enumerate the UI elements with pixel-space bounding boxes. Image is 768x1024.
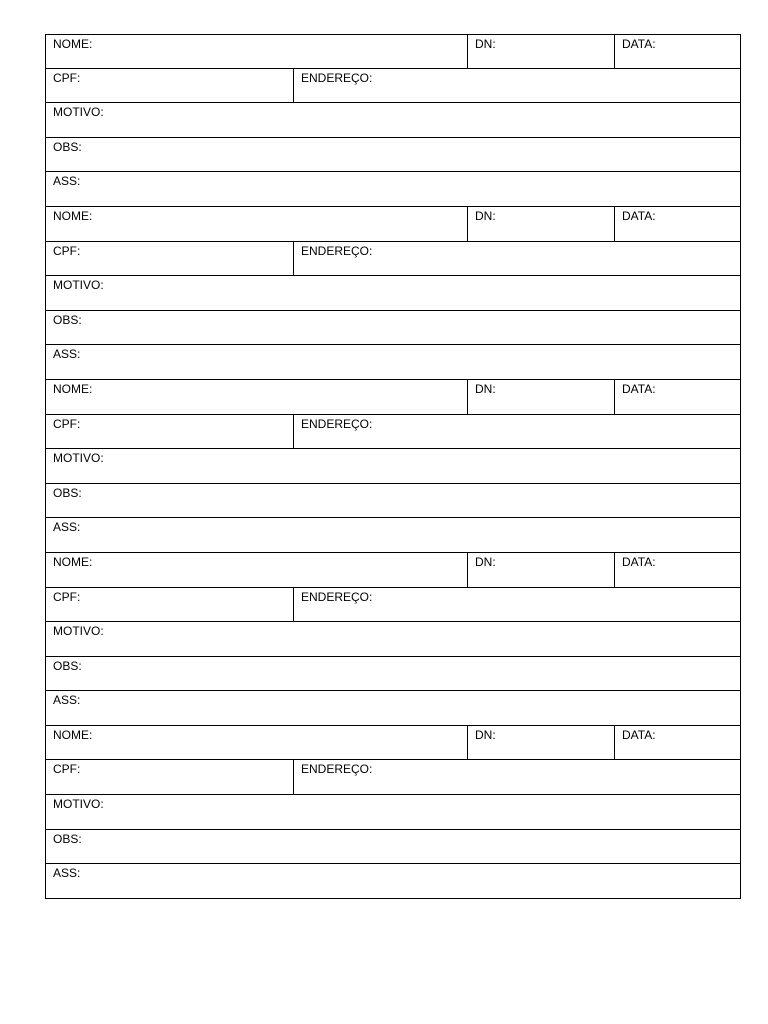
dn-label: DN: (475, 381, 496, 396)
ass-label: ASS: (53, 174, 81, 189)
row-motivo (45, 276, 741, 311)
data-label: DATA: (622, 37, 656, 51)
dn-label: DN: (475, 37, 496, 51)
row-cpf-endereco (45, 760, 741, 795)
nome-field[interactable] (46, 207, 467, 241)
cpf-field[interactable] (46, 760, 293, 794)
cpf-field[interactable] (46, 242, 293, 276)
registration-form (45, 34, 741, 899)
row-ass (45, 864, 741, 899)
obs-field[interactable] (46, 657, 740, 691)
data-field[interactable] (614, 207, 740, 241)
row-motivo (45, 622, 741, 657)
motivo-label: MOTIVO: (53, 624, 104, 639)
obs-label: OBS: (53, 831, 82, 846)
motivo-field[interactable] (46, 276, 740, 310)
dn-field[interactable] (467, 35, 614, 68)
cpf-field[interactable] (46, 415, 293, 449)
data-label: DATA: (622, 554, 656, 569)
endereco-field[interactable] (293, 760, 740, 794)
data-field[interactable] (614, 553, 740, 587)
nome-field[interactable] (46, 380, 467, 414)
row-motivo (45, 103, 741, 138)
dn-label: DN: (475, 727, 496, 742)
ass-field[interactable] (46, 691, 740, 725)
endereco-field[interactable] (293, 415, 740, 449)
cpf-field[interactable] (46, 69, 293, 103)
row-obs (45, 484, 741, 519)
data-label: DATA: (622, 208, 656, 223)
nome-label: NOME: (53, 37, 93, 51)
ass-label: ASS: (53, 693, 81, 708)
motivo-label: MOTIVO: (53, 797, 104, 812)
ass-label: ASS: (53, 866, 81, 881)
ass-field[interactable] (46, 864, 740, 898)
endereco-label: ENDEREÇO: (301, 70, 373, 85)
motivo-field[interactable] (46, 795, 740, 829)
endereco-field[interactable] (293, 69, 740, 103)
row-obs (45, 311, 741, 346)
motivo-label: MOTIVO: (53, 278, 104, 293)
obs-field[interactable] (46, 830, 740, 864)
nome-label: NOME: (53, 727, 93, 742)
form-entry-4 (45, 553, 741, 726)
row-nome-dn-data (45, 726, 741, 761)
dn-field[interactable] (467, 380, 614, 414)
form-entry-5 (45, 726, 741, 899)
endereco-field[interactable] (293, 588, 740, 622)
data-label: DATA: (622, 381, 656, 396)
obs-label: OBS: (53, 139, 82, 154)
cpf-label: CPF: (53, 762, 81, 777)
obs-field[interactable] (46, 311, 740, 345)
obs-field[interactable] (46, 484, 740, 518)
row-nome-dn-data (45, 207, 741, 242)
data-field[interactable] (614, 35, 740, 68)
dn-field[interactable] (467, 726, 614, 760)
obs-field[interactable] (46, 138, 740, 172)
dn-field[interactable] (467, 553, 614, 587)
ass-field[interactable] (46, 345, 740, 379)
nome-label: NOME: (53, 554, 93, 569)
row-cpf-endereco (45, 69, 741, 104)
nome-field[interactable] (46, 553, 467, 587)
motivo-field[interactable] (46, 103, 740, 137)
form-entry-1 (45, 34, 741, 207)
form-entry-2 (45, 207, 741, 380)
row-motivo (45, 795, 741, 830)
endereco-label: ENDEREÇO: (301, 762, 373, 777)
nome-label: NOME: (53, 208, 93, 223)
nome-label: NOME: (53, 381, 93, 396)
motivo-field[interactable] (46, 449, 740, 483)
row-nome-dn-data (45, 553, 741, 588)
cpf-label: CPF: (53, 589, 81, 604)
ass-field[interactable] (46, 172, 740, 206)
obs-label: OBS: (53, 312, 82, 327)
row-cpf-endereco (45, 415, 741, 450)
motivo-field[interactable] (46, 622, 740, 656)
row-nome-dn-data (45, 380, 741, 415)
data-field[interactable] (614, 380, 740, 414)
motivo-label: MOTIVO: (53, 451, 104, 466)
endereco-field[interactable] (293, 242, 740, 276)
motivo-label: MOTIVO: (53, 105, 104, 120)
row-obs (45, 657, 741, 692)
dn-field[interactable] (467, 207, 614, 241)
dn-label: DN: (475, 208, 496, 223)
data-field[interactable] (614, 726, 740, 760)
data-label: DATA: (622, 727, 656, 742)
obs-label: OBS: (53, 658, 82, 673)
cpf-field[interactable] (46, 588, 293, 622)
form-entry-3 (45, 380, 741, 553)
cpf-label: CPF: (53, 416, 81, 431)
row-ass (45, 691, 741, 726)
row-obs (45, 138, 741, 173)
ass-label: ASS: (53, 520, 81, 535)
endereco-label: ENDEREÇO: (301, 416, 373, 431)
row-motivo (45, 449, 741, 484)
obs-label: OBS: (53, 485, 82, 500)
row-nome-dn-data (45, 34, 741, 69)
dn-label: DN: (475, 554, 496, 569)
endereco-label: ENDEREÇO: (301, 589, 373, 604)
row-cpf-endereco (45, 588, 741, 623)
nome-field[interactable] (46, 35, 467, 68)
endereco-label: ENDEREÇO: (301, 243, 373, 258)
row-cpf-endereco (45, 242, 741, 277)
row-ass (45, 345, 741, 380)
ass-field[interactable] (46, 518, 740, 552)
nome-field[interactable] (46, 726, 467, 760)
row-obs (45, 830, 741, 865)
cpf-label: CPF: (53, 70, 81, 85)
cpf-label: CPF: (53, 243, 81, 258)
row-ass (45, 518, 741, 553)
row-ass (45, 172, 741, 207)
ass-label: ASS: (53, 347, 81, 362)
